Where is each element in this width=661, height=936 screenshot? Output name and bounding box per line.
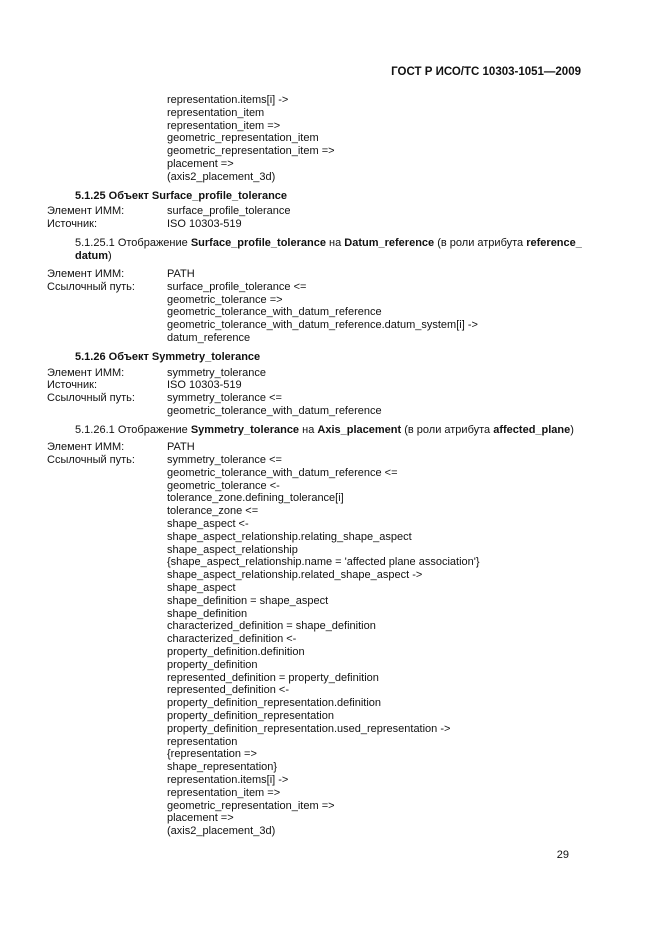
path-line: geometric_tolerance_with_datum_reference <=	[167, 466, 398, 479]
path-line: tolerance_zone <=	[167, 505, 259, 518]
page-content	[47, 94, 587, 838]
entity-name: Symmetry_tolerance	[190, 423, 300, 436]
field-value: PATH	[167, 441, 195, 454]
path-line: (axis2_placement_3d)	[167, 170, 276, 183]
text: на	[302, 423, 315, 436]
field-value: ISO 10303-519	[167, 379, 242, 392]
path-line: property_definition_representation.used_representation ->	[167, 722, 451, 735]
path-line: geometric_tolerance <-	[167, 479, 280, 492]
path-line: geometric_tolerance_with_datum_reference	[167, 404, 382, 417]
subsection-number: 5.1.25.1	[75, 236, 115, 249]
path-line: shape_representation}	[167, 761, 278, 774]
path-line: representation.items[i] ->	[167, 94, 289, 106]
field-row	[47, 379, 587, 392]
text: )	[570, 423, 574, 436]
path-line: shape_aspect_relationship.relating_shape_aspect	[167, 530, 412, 543]
section-heading-5-1-26: 5.1.26 Объект Symmetry_tolerance	[75, 350, 261, 363]
field-row	[47, 268, 587, 281]
field-label: Элемент ИММ:	[47, 205, 125, 218]
path-line: characterized_definition = shape_definition	[167, 620, 376, 633]
text: Отображение	[117, 236, 188, 249]
path-line: geometric_representation_item =>	[167, 799, 335, 812]
field-label: Источник:	[47, 379, 98, 392]
field-row	[47, 392, 587, 405]
path-line: placement =>	[167, 812, 234, 825]
field-value: symmetry_tolerance	[167, 366, 267, 379]
path-line: shape_aspect_relationship.related_shape_aspect ->	[167, 569, 423, 582]
path-line: tolerance_zone.defining_tolerance[i]	[167, 492, 344, 505]
field-row	[47, 218, 587, 231]
path-line: placement =>	[167, 157, 234, 170]
path-line: geometric_representation_item	[167, 132, 319, 145]
path-line: property_definition.definition	[167, 645, 305, 658]
path-line: geometric_tolerance_with_datum_reference.datum_system[i] ->	[167, 319, 478, 332]
field-value: surface_profile_tolerance <=	[167, 280, 307, 293]
path-block-1	[47, 94, 587, 184]
field-label: Ссылочный путь:	[47, 280, 135, 293]
entity-name: Axis_placement	[317, 423, 402, 436]
subsection-paragraph-5-1-25-1	[47, 237, 587, 264]
field-label: Ссылочный путь:	[47, 454, 135, 467]
path-line: represented_definition <-	[167, 684, 289, 697]
entity-name: Datum_reference	[344, 236, 435, 249]
path-line: (axis2_placement_3d)	[167, 825, 276, 838]
field-label: Элемент ИММ:	[47, 267, 125, 280]
path-block-2	[47, 467, 587, 838]
attribute-name: affected_plane	[493, 423, 571, 436]
path-line: geometric_tolerance_with_datum_reference	[167, 306, 382, 319]
page-header: ГОСТ Р ИСО/ТС 10303-1051—2009	[391, 66, 581, 78]
path-line: representation.items[i] ->	[167, 773, 289, 786]
path-line: representation_item	[167, 106, 265, 119]
field-row	[47, 441, 587, 454]
field-value: ISO 10303-519	[167, 218, 242, 231]
path-line: representation_item =>	[167, 119, 281, 132]
field-label: Элемент ИММ:	[47, 441, 125, 454]
field-row	[47, 281, 587, 294]
path-line: shape_aspect <-	[167, 518, 249, 531]
path-line: shape_aspect_relationship	[167, 543, 298, 556]
subsection-paragraph-5-1-26-1	[47, 424, 587, 438]
field-label: Источник:	[47, 218, 98, 231]
field-row	[47, 205, 587, 218]
field-label: Элемент ИММ:	[47, 366, 125, 379]
field-label: Ссылочный путь:	[47, 392, 135, 405]
field-value: PATH	[167, 267, 195, 280]
text: на	[329, 236, 342, 249]
path-line: {representation =>	[167, 748, 257, 761]
field-value: symmetry_tolerance <=	[167, 454, 282, 467]
path-line: datum_reference	[167, 331, 251, 344]
path-line: characterized_definition <-	[167, 633, 297, 646]
path-line: geometric_representation_item =>	[167, 145, 335, 158]
path-line: geometric_tolerance =>	[167, 293, 283, 306]
text: (в роли атрибута	[404, 423, 491, 436]
entity-name: Surface_profile_tolerance	[190, 236, 326, 249]
attribute-name-cont: datum	[75, 250, 108, 263]
path-line: shape_aspect	[167, 582, 236, 594]
page-number: 29	[556, 849, 569, 861]
attribute-name: reference_	[526, 236, 582, 249]
field-row	[47, 367, 587, 380]
path-line: property_definition_representation	[167, 709, 334, 722]
path-line: {shape_aspect_relationship.name = 'affected plane association'}	[167, 556, 480, 569]
text: (в роли атрибута	[437, 236, 524, 249]
path-line: property_definition	[167, 658, 258, 671]
section-heading-5-1-25: 5.1.25 Объект Surface_profile_tolerance	[75, 189, 288, 202]
subsection-number: 5.1.26.1	[75, 423, 115, 436]
text: )	[108, 250, 112, 263]
text: Отображение	[117, 423, 188, 436]
field-row	[47, 454, 587, 467]
field-value: symmetry_tolerance <=	[167, 392, 282, 405]
path-line: represented_definition = property_definition	[167, 671, 379, 684]
path-line: shape_definition = shape_aspect	[167, 594, 329, 607]
field-value: surface_profile_tolerance	[167, 205, 291, 218]
path-line: shape_definition	[167, 607, 248, 620]
path-line: property_definition_representation.definition	[167, 697, 382, 710]
path-line: representation_item =>	[167, 786, 281, 799]
path-line: representation	[167, 735, 238, 748]
